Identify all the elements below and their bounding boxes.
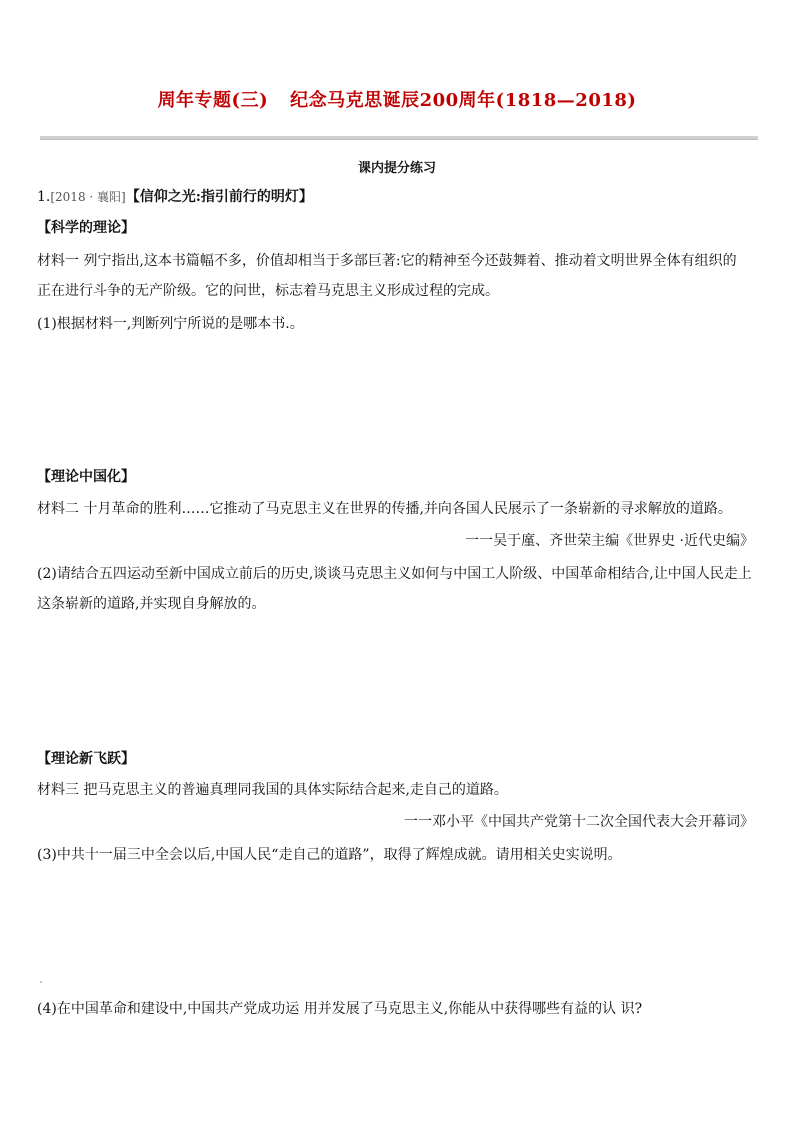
page-title [0,86,794,112]
question-1-sub-1: (1)根据材料一,判断列宁所说的是哪本书.。 [37,316,304,332]
title-part1: 周年专题(三) [157,90,269,111]
section-heading-scientific-theory: 【科学的理论】 [37,220,135,236]
question-1-sub-2-line-2: 这条崭新的道路,并实现自身解放的。 [37,596,266,612]
question-number: 1. [37,189,51,205]
material-3-citation: 一一邓小平《中国共产党第十二次全国代表大会开幕词》 [404,814,754,830]
title-part2: 纪念马克思诞辰200周年(1818—2018) [290,90,637,111]
question-1-sub-3: (3)中共十一届三中全会以后,中国人民“走自己的道路”，取得了辉煌成就。请用相关史实说明。 [37,847,622,863]
question-1-header [37,186,313,206]
question-topic: 【信仰之光:指引前行的明灯】 [125,189,313,205]
question-source: [2018 · 襄阳] [50,190,126,204]
section-subtitle: 课内提分练习 [357,161,436,176]
question-1-sub-4: (4)在中国革命和建设中,中国共产党成功运 用并发展了马克思主义,你能从中获得哪些有益的认 识? [37,1001,643,1017]
material-3: 材料三 把马克思主义的普遍真理同我国的具体实际结合起来,走自己的道路。 [37,782,508,798]
question-1-sub-2-line-1: (2)请结合五四运动至新中国成立前后的历史,谈谈马克思主义如何与中国工人阶级、中国革命相结合,让中国人民走上 [37,566,752,582]
material-2-citation: 一一吴于廑、齐世荣主编《世界史 ·近代史编》 [465,533,754,549]
header-divider [40,136,758,140]
section-heading-theory-new-leap: 【理论新飞跃】 [37,751,135,767]
scan-speck [40,981,42,983]
material-1-line-2: 正在进行斗争的无产阶级。它的问世，标志着马克思主义形成过程的完成。 [37,283,499,299]
section-heading-theory-sinicization: 【理论中国化】 [37,469,135,485]
material-1-line-1: 材料一 列宁指出,这本书篇幅不多，价值却相当于多部巨著:它的精神至今还鼓舞着、推动着文明世界全体有组织的 [37,253,737,269]
material-2: 材料二 十月革命的胜利……它推动了马克思主义在世界的传播,并向各国人民展示了一条崭新的寻求解放的道路。 [37,501,732,517]
